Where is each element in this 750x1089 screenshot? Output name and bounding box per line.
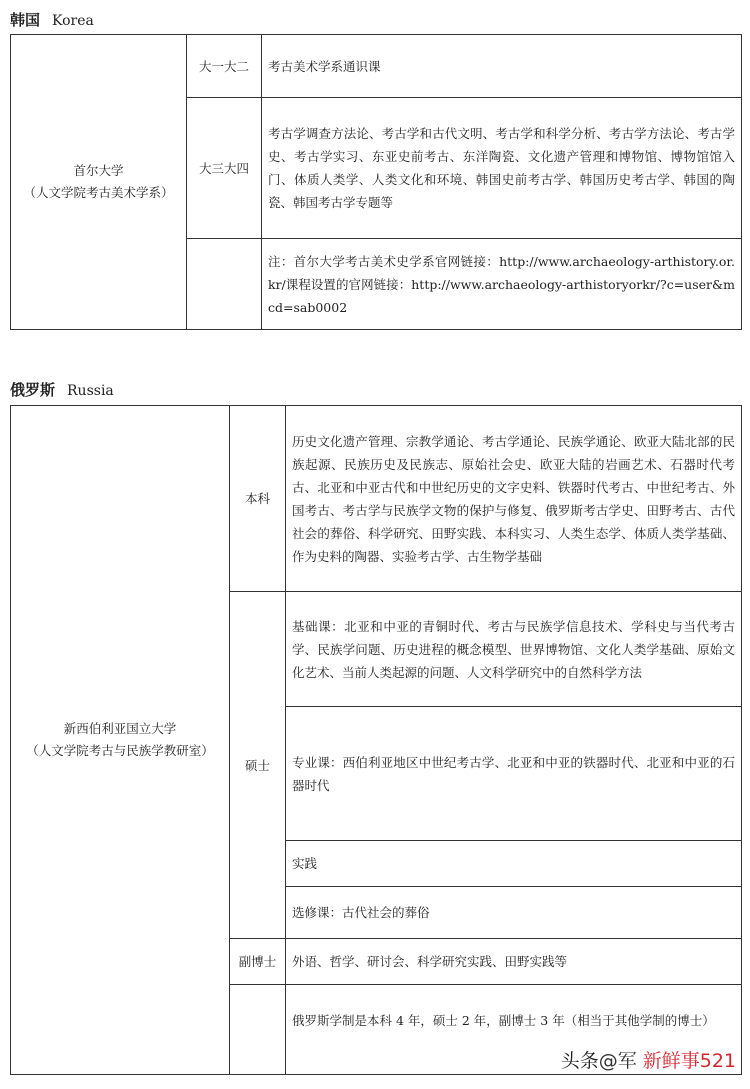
korea-section-title xyxy=(10,9,94,30)
korea-university-name: 首尔大学 xyxy=(73,163,124,178)
russia-department-name: （人文学院考古与民族学教研室） xyxy=(26,743,214,758)
russia-level-cell: 本科 xyxy=(230,406,286,592)
russia-level-cell xyxy=(230,985,286,1075)
russia-level-cell: 硕士 xyxy=(230,592,286,939)
russia-course-cell: 专业课：西伯利亚地区中世纪考古学、北亚和中亚的铁器时代、北亚和中亚的石器时代 xyxy=(286,707,742,841)
korea-level-cell xyxy=(187,239,262,330)
russia-level-cell: 副博士 xyxy=(230,939,286,985)
watermark-prefix: 头条 xyxy=(560,1050,599,1072)
korea-department-name: （人文学院考古美术学系） xyxy=(23,185,174,200)
russia-course-cell: 基础课：北亚和中亚的青铜时代、考古与民族学信息技术、学科史与当代考古学、民族学问题、历史进程的概念模型、世界博物馆、文化人类学基础、原始文化艺术、当前人类起源的问题、人文科学研究中的自然科学方法 xyxy=(286,592,742,707)
korea-note-cell: 注：首尔大学考古美术史学系官网链接：http://www.archaeology-arthistory.or.kr/课程设置的官网链接：http://www.archaeology-arthistoryorkr/?c=user&mcd=sab0002 xyxy=(262,239,742,330)
watermark-handle: @军 xyxy=(598,1050,637,1072)
russia-course-cell: 实践 xyxy=(286,841,742,887)
russia-section-title xyxy=(10,379,114,400)
russia-title-en: Russia xyxy=(67,383,114,399)
watermark xyxy=(561,1046,736,1073)
korea-course-cell: 考古美术学系通识课 xyxy=(262,35,742,98)
korea-title-en: Korea xyxy=(52,13,94,29)
russia-course-cell: 历史文化遗产管理、宗教学通论、考古学通论、民族学通论、欧亚大陆北部的民族起源、民族历史及民族志、原始社会史、欧亚大陆的岩画艺术、石器时代考古、北亚和中亚古代和中世纪历史的文字史料、铁器时代考古、中世纪考古、外国考古、考古学与民族学文物的保护与修复、俄罗斯考古学史、田野考古、古代社会的葬俗、科学研究、田野实践、本科实习、人类生态学、体质人类学基础、作为史料的陶器、实验考古学、古生物学基础 xyxy=(286,406,742,592)
russia-course-cell: 外语、哲学、研讨会、科学研究实践、田野实践等 xyxy=(286,939,742,985)
russia-note-cell: 俄罗斯学制是本科 4 年，硕士 2 年，副博士 3 年（相当于其他学制的博士） xyxy=(286,985,742,1075)
korea-university-cell xyxy=(11,35,187,330)
korea-curriculum-table xyxy=(10,34,742,330)
russia-university-name: 新西伯利亚国立大学 xyxy=(63,721,177,736)
russia-course-cell: 选修课：古代社会的葬俗 xyxy=(286,887,742,939)
watermark-brand: 新鲜事521 xyxy=(642,1050,736,1072)
russia-university-cell xyxy=(11,406,230,1075)
korea-title-cn: 韩国 xyxy=(10,11,41,29)
korea-course-cell: 考古学调查方法论、考古学和古代文明、考古学和科学分析、考古学方法论、考古学史、考古学实习、东亚史前考古、东洋陶瓷、文化遗产管理和博物馆、博物馆馆入门、体质人类学、人类文化和环境、韩国史前考古学、韩国历史考古学、韩国的陶瓷、韩国考古学专题等 xyxy=(262,98,742,239)
russia-title-cn: 俄罗斯 xyxy=(10,381,56,399)
russia-curriculum-table xyxy=(10,405,742,1075)
korea-level-cell: 大一大二 xyxy=(187,35,262,98)
korea-level-cell: 大三大四 xyxy=(187,98,262,239)
